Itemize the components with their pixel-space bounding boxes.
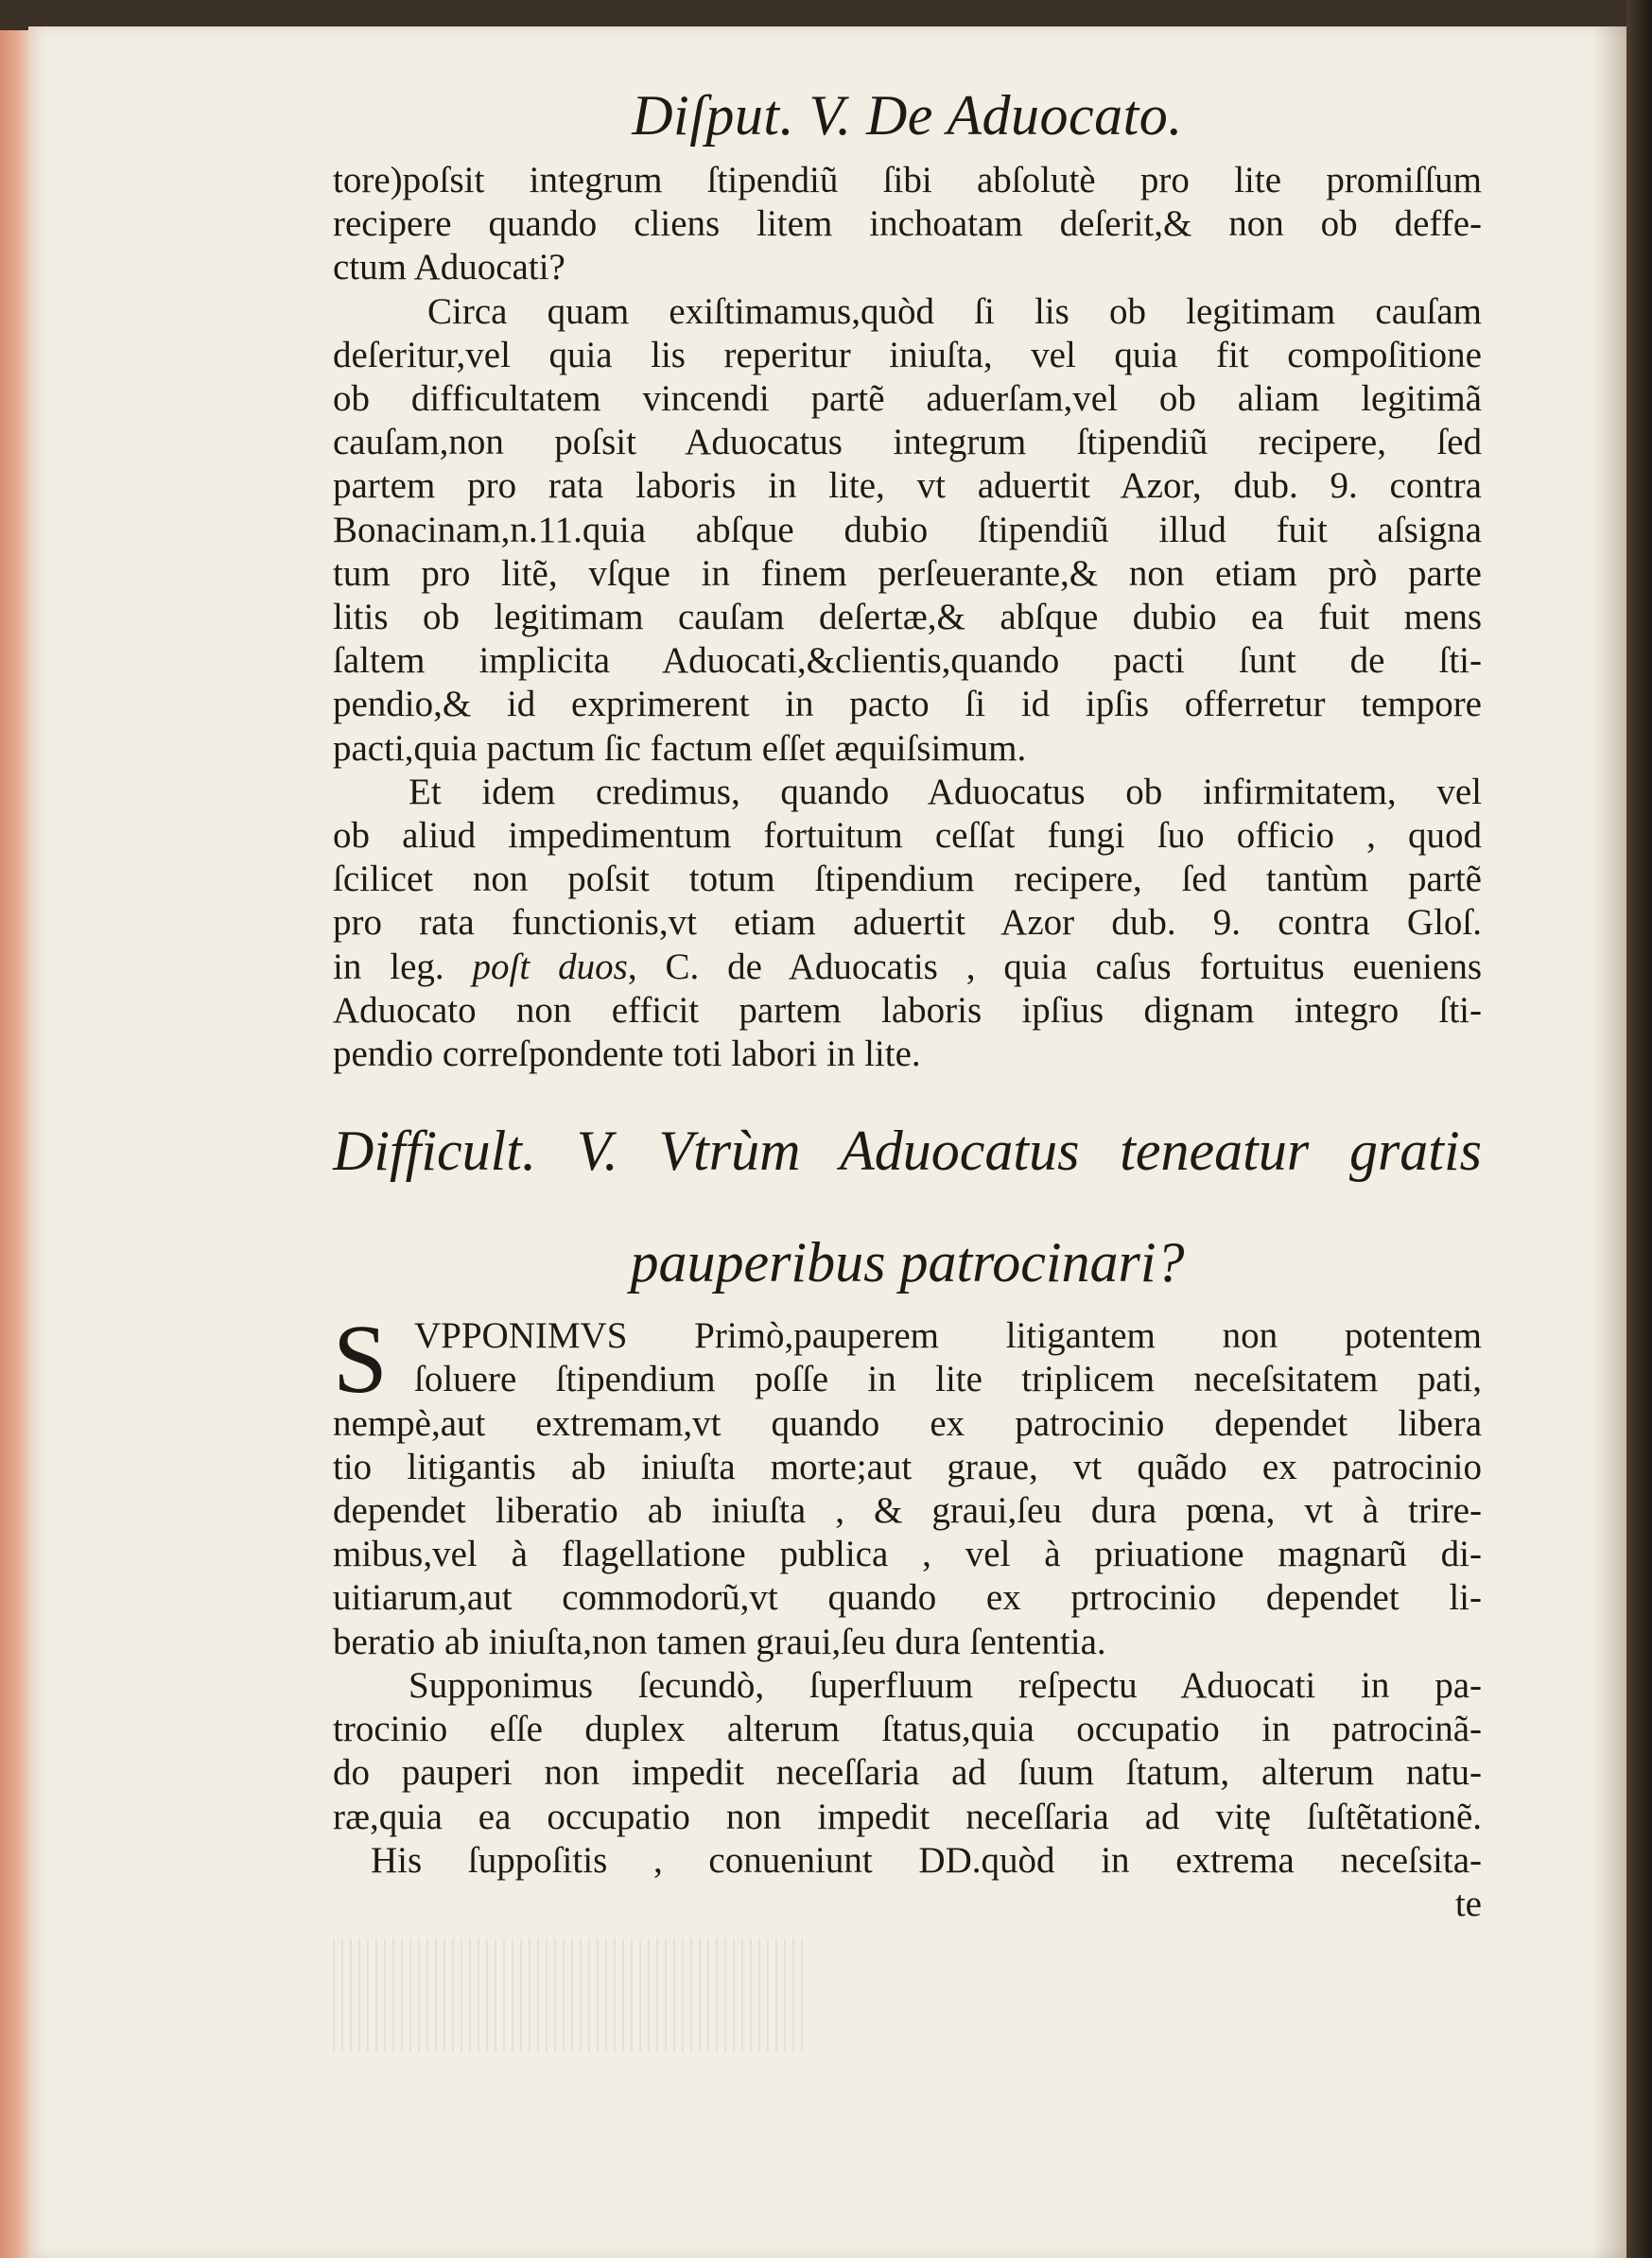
text-line: His ſuppoſitis , conueniunt DD.quòd in extrema neceſsita- [371, 1839, 1482, 1881]
text-line: Circa quam exiſtimamus,quòd ſi lis ob legitimam cauſam [427, 290, 1482, 332]
running-head: Diſput. V. De Aduocato. [632, 84, 1183, 147]
paragraph-3 [333, 771, 1482, 1076]
paragraph-2 [333, 290, 1482, 771]
text-line: tio litigantis ab iniuſta morte;aut graue, vt quãdo ex patrocinio [333, 1446, 1482, 1487]
text-line: Aduocato non efficit partem laboris ipſius dignam integro ſti- [333, 989, 1482, 1031]
text-line: uitiarum,aut commodorũ,vt quando ex prtrocinio dependet li- [333, 1577, 1482, 1619]
text-line: Bonacinam,n.11.quia abſque dubio ſtipendiũ illud fuit aſsigna [333, 509, 1482, 550]
text-line: VPPONIMVS Primò,pauperem litigantem non potentem [414, 1315, 1482, 1357]
text-line: dependet liberatio ab iniuſta , & graui,ſeu dura pœna, vt à trire- [333, 1490, 1482, 1532]
text-line: tore)poſsit integrum ſtipendiũ ſibi abſolutè pro lite promiſſum [333, 160, 1482, 200]
text-line: partem pro rata laboris in lite, vt aduertit Azor, dub. 9. contra [333, 465, 1482, 507]
book-spine [1626, 0, 1652, 2258]
text-line: mibus,vel à flagellatione publica , vel à priuatione magnarũ di- [333, 1534, 1482, 1575]
text-line: Supponimus ſecundò, ſuperfluum reſpectu Aduocati in pa- [409, 1664, 1482, 1706]
difficulty-heading-line-1: Difficult. V. Vtrùm Aduocatus teneatur gratis [333, 1120, 1482, 1183]
text-line: ſoluere ſtipendium poſſe in lite triplicem neceſsitatem pati, [414, 1359, 1482, 1400]
text-line: tum pro litẽ, vſque in finem perſeuerante,& non etiam prò parte [333, 552, 1482, 594]
text-line: ſcilicet non poſsit totum ſtipendium recipere, ſed tantùm partẽ [333, 859, 1482, 900]
text-line: deſeritur,vel quia lis reperitur iniuſta, vel quia fit compoſitione [333, 334, 1482, 375]
text-line: recipere quando cliens litem inchoatam deſerit,& non ob deffe- [333, 203, 1482, 245]
difficulty-heading-line-2: pauperibus patrocinari? [630, 1231, 1185, 1294]
text-line: ſaltem implicita Aduocati,&clientis,quando pacti ſunt de ſti- [333, 640, 1482, 682]
text-line: cauſam,non poſsit Aduocatus integrum ſtipendiũ recipere, ſed [333, 422, 1482, 463]
text-line: beratio ab iniuſta,non tamen graui,ſeu dura ſententia. [333, 1621, 1106, 1662]
drop-cap: S [333, 1305, 388, 1415]
text-line: pendio correſpondente toti labori in lite. [333, 1033, 921, 1075]
text-line: Et idem credimus, quando Aduocatus ob infirmitatem, vel [409, 771, 1482, 812]
text-line: pacti,quia pactum ſic factum eſſet æquiſsimum. [333, 727, 1027, 769]
italic-citation: poſt duos [472, 946, 628, 987]
text-line: ctum Aduocati? [333, 247, 565, 288]
text-line: ræ,quia ea occupatio non impedit neceſſaria ad vitę ſuſtẽtationẽ. [333, 1796, 1482, 1837]
text-line-with-italic [333, 946, 1482, 989]
section-2-paragraph-1 [333, 1305, 1482, 1664]
text-line: pro rata functionis,vt etiam aduertit Azor dub. 9. contra Gloſ. [333, 902, 1482, 944]
text-fragment: , C. de Aduocatis , quia caſus fortuitus eueniens [627, 946, 1482, 987]
text-line: ob aliud impedimentum fortuitum ceſſat fungi ſuo officio , quod [333, 815, 1482, 857]
bleed-through-texture [333, 1938, 806, 2052]
gutter-shadow [1592, 26, 1626, 2258]
text-line: trocinio eſſe duplex alterum ſtatus,quia occupatio in patrocinã- [333, 1709, 1482, 1750]
section-2-paragraph-2 [333, 1664, 1482, 1839]
catchword: te [1454, 1883, 1482, 1924]
text-line: do pauperi non impedit neceſſaria ad ſuum ſtatum, alterum natu- [333, 1752, 1482, 1794]
section-2-paragraph-3 [333, 1839, 1482, 1883]
text-block [333, 76, 1482, 1926]
text-line: nempè,aut extremam,vt quando ex patrocinio dependet libera [333, 1402, 1482, 1444]
text-line: litis ob legitimam cauſam deſertæ,& abſque dubio ea fuit mens [333, 597, 1482, 638]
text-line: pendio,& id exprimerent in pacto ſi id ipſis offerretur tempore [333, 684, 1482, 725]
text-line: ob difficultatem vincendi partẽ aduerſam,vel ob aliam legitimã [333, 378, 1482, 420]
paragraph-1 [333, 159, 1482, 290]
text-fragment: in leg. [333, 946, 473, 987]
